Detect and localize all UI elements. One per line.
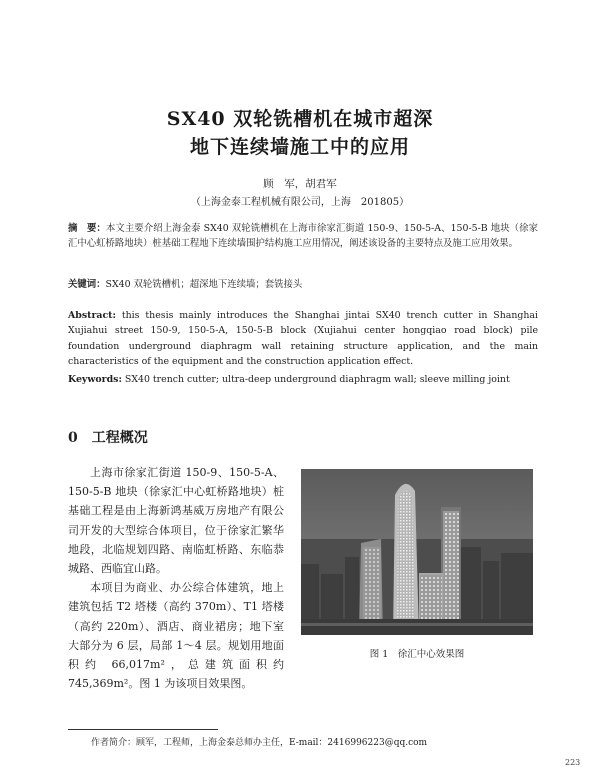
section-number: 0: [68, 430, 78, 446]
body-text-column: [68, 463, 284, 693]
paper-title-line-1: SX40 双轮铣槽机在城市超深: [166, 108, 434, 130]
page-number: 223: [565, 758, 581, 767]
paper-authors: 顾 军，胡君军: [263, 178, 337, 190]
keywords-english-label: Keywords:: [68, 374, 122, 385]
abstract-english-label: Abstract:: [68, 310, 116, 321]
city-skyline-illustration: [301, 469, 533, 635]
section-heading: [68, 427, 148, 447]
keywords-english: [68, 372, 538, 387]
section-title: 工程概况: [91, 430, 148, 446]
body-paragraph-1: 上海市徐家汇街道 150-9、150-5-A、150-5-B 地块（徐家汇中心虹桥路地块）桩基础工程是由上海新鸿基威万房地产有限公司开发的大型综合体项目，位于徐家汇繁华地段，北临规划四路、南临虹桥路、东临恭城路、西临宜山路。: [68, 466, 284, 576]
author-footnote: 作者简介：顾军，工程师，上海金泰总师办主任，E-mail：2416996223@qq.com: [91, 738, 428, 748]
abstract-english: [68, 308, 538, 370]
abstract-english-text: this thesis mainly introduces the Shanghai jintai SX40 trench cutter in Shanghai Xujiahui street 150-9, 150-5-A, 150-5-B block (Xujiahui center hongqiao road block) pile foundation underground diaphragm wall retaining structure application, and the main characteristics of the equipment and the construction application effect.: [68, 310, 538, 368]
keywords-chinese: [68, 277, 538, 292]
footnote-divider: [68, 729, 218, 730]
keywords-chinese-text: SX40 双轮铣槽机；超深地下连续墙；套铣接头: [105, 279, 303, 290]
body-paragraph-2: 本项目为商业、办公综合体建筑，地上建筑包括 T2 塔楼（高约 370m）、T1 塔楼（高约 220m）、酒店、商业裙房；地下室大部分为 6 层，局部 1～4 层。规划用地面积约 66,017m²，总建筑面积约 745,369m²。图 1 为该项目效果图。: [68, 581, 284, 691]
abstract-chinese-label: 摘 要：: [68, 223, 106, 234]
keywords-english-text: SX40 trench cutter; ultra-deep underground diaphragm wall; sleeve milling joint: [124, 374, 510, 385]
project-rendering-photo: [301, 469, 533, 635]
paper-affiliation: （上海金泰工程机械有限公司，上海 201805）: [190, 197, 410, 208]
paper-title-line-2: 地下连续墙施工中的应用: [189, 136, 410, 158]
abstract-chinese: [68, 221, 538, 252]
figure-caption: 图 1 徐汇中心效果图: [369, 649, 465, 660]
abstract-chinese-text: 本文主要介绍上海金泰 SX40 双轮铣槽机在上海市徐家汇街道 150-9、150-5-A、150-5-B 地块（徐家汇中心虹桥路地块）桩基础工程地下连续墙围护结构施工应用情况，阐述该设备的主要特点及施工应用效果。: [68, 223, 538, 250]
keywords-chinese-label: 关键词：: [68, 279, 106, 290]
